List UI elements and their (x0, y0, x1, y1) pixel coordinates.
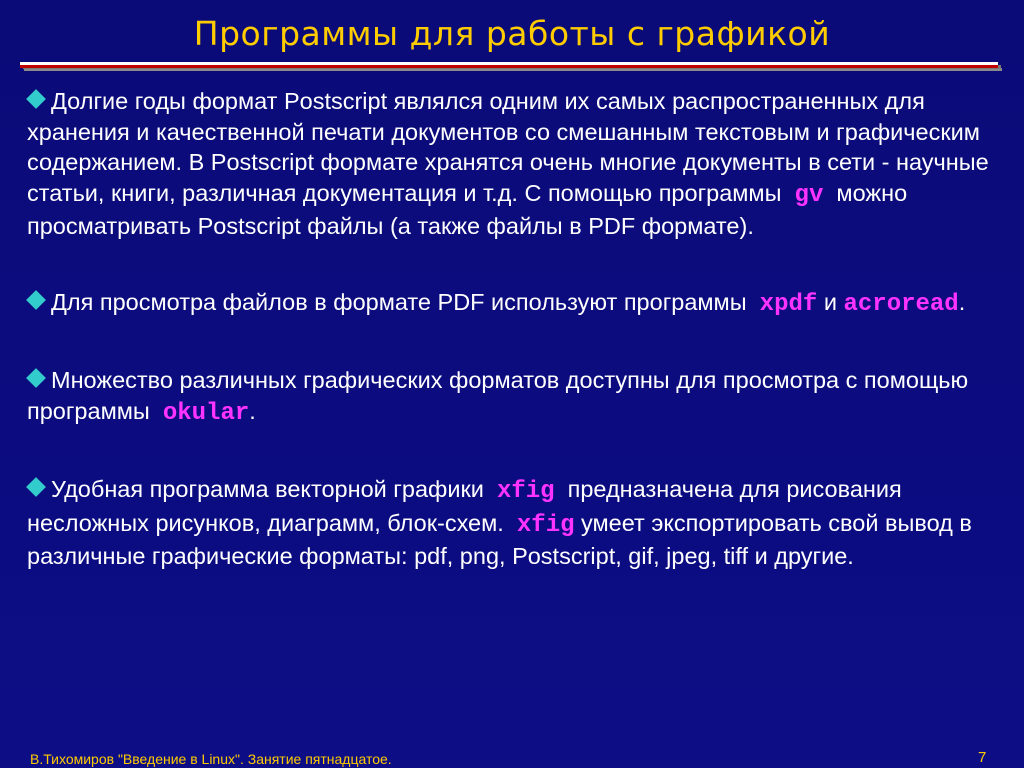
paragraph-text: Для просмотра файлов в формате PDF используют программы (51, 288, 747, 315)
paragraph-xfig (27, 474, 1002, 572)
program-name-xpdf: xpdf (759, 290, 818, 318)
paragraph-text: можно просматривать Postscript файлы (а также файлы в PDF формате). (27, 179, 908, 239)
program-name-gv: gv (794, 181, 824, 209)
diamond-bullet-icon (26, 89, 46, 109)
diamond-bullet-icon (26, 290, 46, 310)
program-name-xfig: xfig (496, 478, 555, 505)
paragraph-text: Долгие годы формат Postscript являлся одним их самых распространенных для хранения и качественной печати документов со смешанным текстовым и графическим содержанием. В Postscript формате хранятся очень многие документы в сети - научные статьи, книги, различная документация и т.д. С помощью программы (27, 88, 989, 206)
paragraph-text: предназначена для рисования несложных рисунков, диаграмм, блок-схем. (27, 476, 902, 536)
program-name-acroread: acroread (843, 290, 959, 318)
paragraph-text: умеет экспортировать свой вывод в различные графические форматы: pdf, png, Postscript, gif, jpeg, tiff и другие. (27, 509, 972, 569)
paragraph-text: Множество различных графических форматов доступны для просмотра с помощью программы (27, 367, 969, 424)
footer-caption: В.Тихомиров "Введение в Linux". Занятие пятнадцатое. (30, 751, 392, 767)
slide-title: Программы для работы с графикой (193, 14, 831, 53)
title-divider-shadow (24, 68, 1002, 71)
paragraph-text: Удобная программа векторной графики (51, 476, 484, 502)
page-number: 7 (978, 749, 987, 766)
paragraph-text: и (823, 288, 837, 315)
slide-content (27, 86, 1002, 617)
program-name-okular: okular (162, 399, 250, 427)
paragraph-postscript (27, 86, 1002, 242)
title-divider-red-line (20, 65, 998, 68)
title-divider (20, 62, 1002, 72)
diamond-bullet-icon (26, 477, 46, 497)
program-name-xfig: xfig (516, 511, 575, 539)
paragraph-text: . (958, 288, 966, 315)
paragraph-text: . (249, 397, 256, 424)
diamond-bullet-icon (26, 368, 46, 388)
paragraph-formats (27, 365, 1002, 429)
paragraph-pdf (27, 287, 1002, 321)
